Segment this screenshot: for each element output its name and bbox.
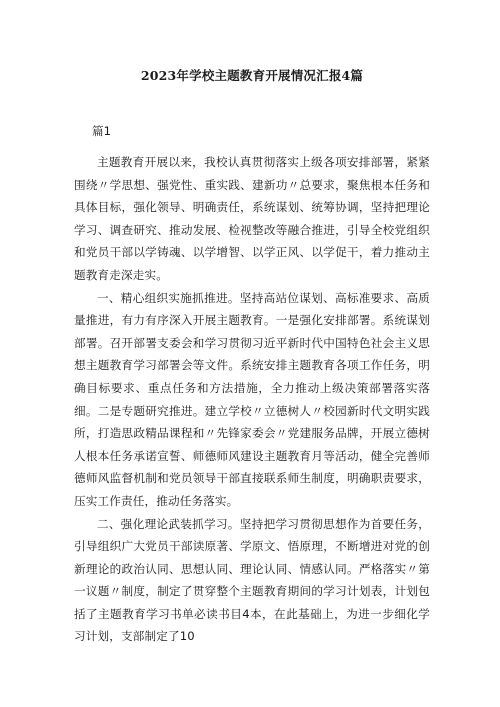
document-title: 2023年学校主题教育开展情况汇报4篇 [140,68,364,83]
paragraph-intro: 主题教育开展以来，我校认真贯彻落实上级各项安排部署，紧紧围绕〃学思想、强党性、重实践、建新功〃总要求，聚焦根本任务和具体目标，强化领导、明确责任，系统谋划、统筹协调，坚持把理论学习、调查研究、推动发展、检视整改等融合推进，引导全校党组织和党员干部以学铸魂、以学增智、以学正风、以学促干，着力推动主题教育走深走实。 [74,155,430,282]
paragraph-section-two: 二、强化理论武装抓学习。坚持把学习贯彻思想作为首要任务，引导组织广大党员干部读原著、学原文、悟原理，不断增进对党的创新理论的政治认同、思想认同、理论认同、情感认同。严格落实〃第一议题〃制度，制定了贯穿整个主题教育期间的学习计划表，计划包括了主题教育学习书单必读书目4本，在此基础上，为进一步细化学习计划，支部制定了10 [74,516,430,644]
paragraph-section-one: 一、精心组织实施抓推进。坚持高站位谋划、高标准要求、高质量推进，有力有序深入开展主题教育。一是强化安排部署。系统谋划部署。召开部署支委会和学习贯彻习近平新时代中国特色社会主义思想主题教育学习部署会等文件。系统安排主题教育各项工作任务，明确目标要求、重点任务和方法措施，全力推动上级决策部署落实落细。二是专题研究推进。建立学校〃立德树人〃校园新时代文明实践所，打造思政精品课程和〃先锋家委会〃党建服务品牌，开展立德树人根本任务承诺宣誓、师德师风建设主题教育月等活动，健全完善师德师风监督机制和党员领导干部直接联系师生制度，明确职责要求，压实工作责任，推动任务落实。 [74,290,430,508]
section-label: 篇1 [92,124,111,138]
